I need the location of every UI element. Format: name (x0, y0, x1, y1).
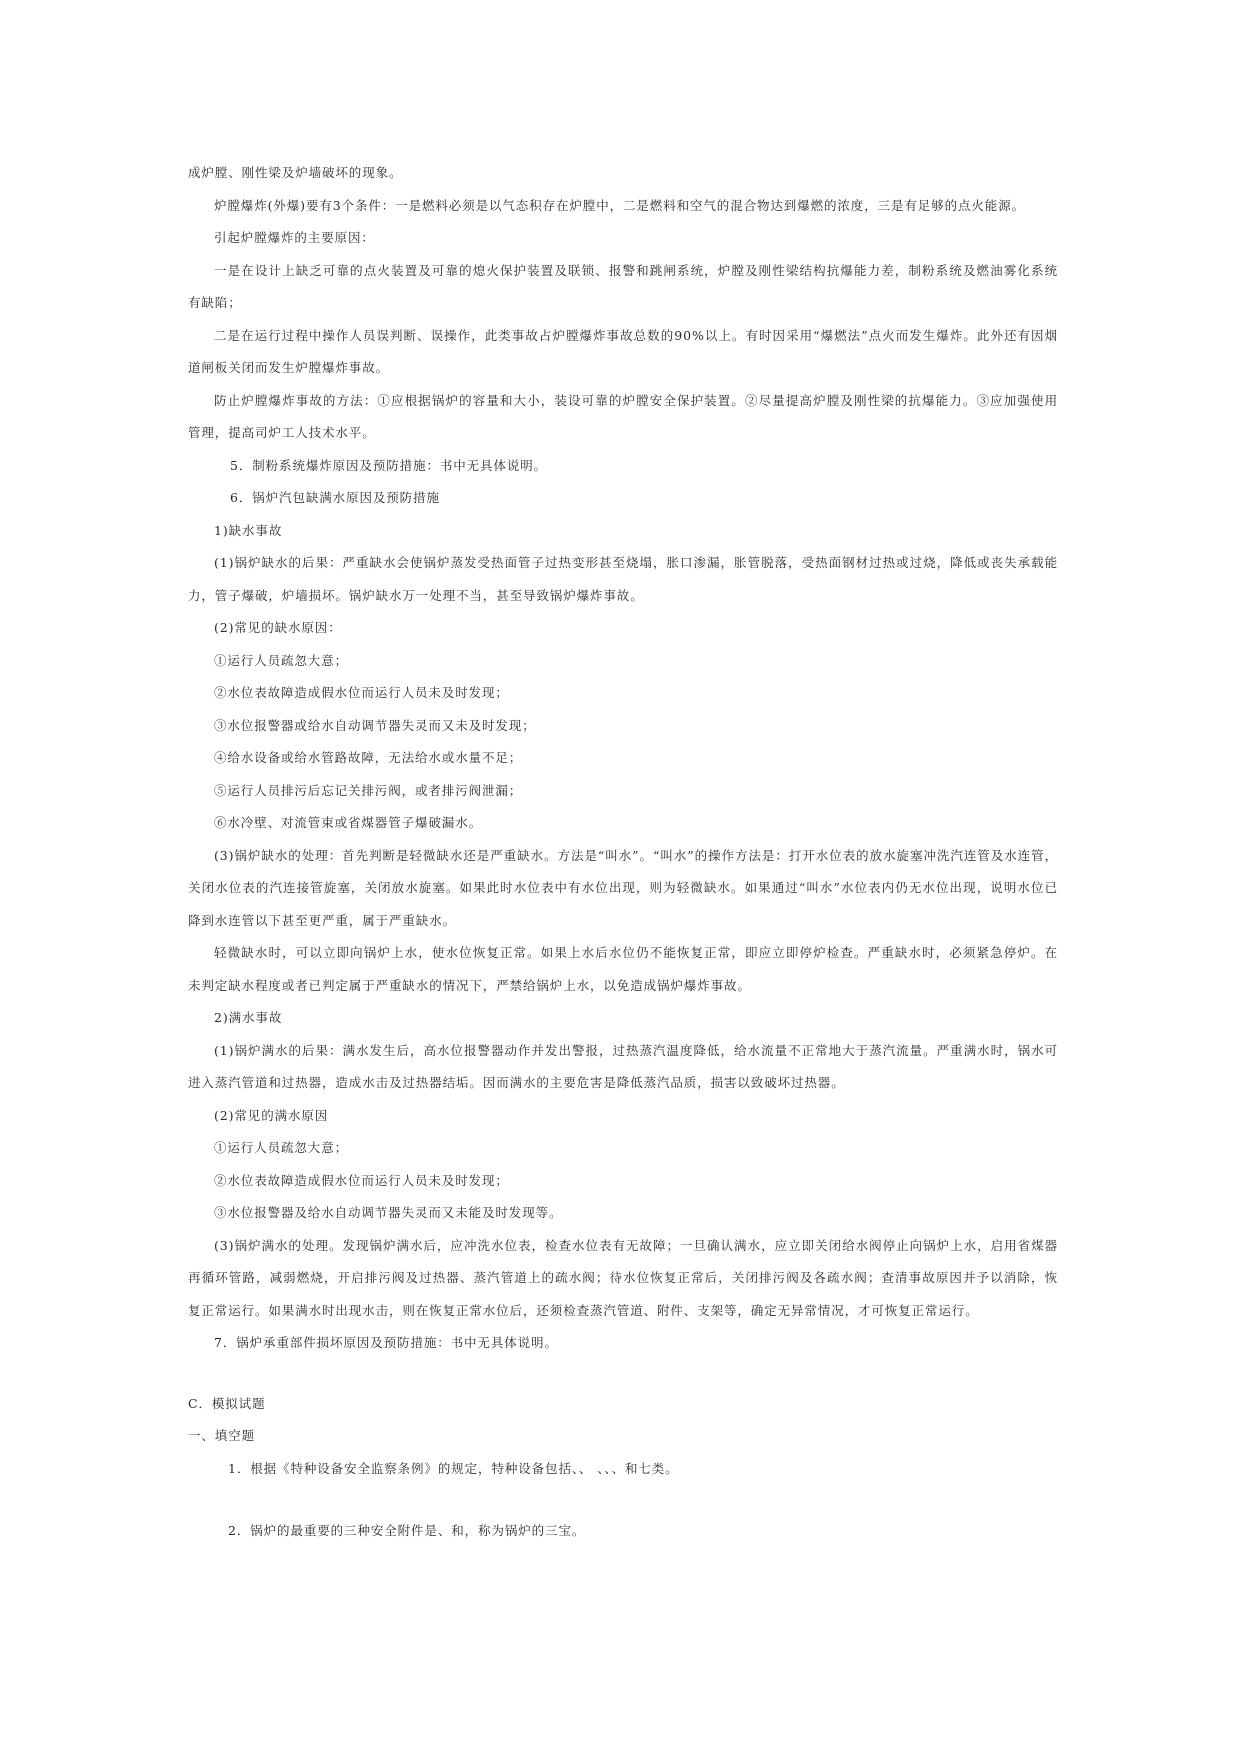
paragraph: 6．锅炉汽包缺满水原因及预防措施 (230, 490, 440, 505)
paragraph: (2)常见的缺水原因： (214, 620, 342, 635)
paragraph: 5．制粉系统爆炸原因及预防措施：书中无具体说明。 (230, 457, 548, 473)
list-item: ②水位表故障造成假水位而运行人员未及时发现； (214, 685, 509, 700)
list-item: ①运行人员疏忽大意； (214, 1140, 349, 1155)
list-item: ①运行人员疏忽大意； (214, 652, 349, 668)
section-c-subtitle: 一、填空题 (188, 1428, 256, 1443)
paragraph: 2)满水事故 (214, 1010, 283, 1025)
paragraph: 7．锅炉承重部件损坏原因及预防措施：书中无具体说明。 (214, 1335, 558, 1350)
paragraph: (2)常见的满水原因 (214, 1107, 329, 1123)
paragraph: 轻微缺水时，可以立即向锅炉上水，使水位恢复正常。如果上水后水位仍不能恢复正常，即应立即停炉检查。严重缺水时，必须紧急停炉。在未判定缺水程度或者已判定属于严重缺水的情况下，严禁给锅炉上水，以免造成锅炉爆炸事故。 (188, 945, 1058, 993)
list-item: ④给水设备或给水管路故障，无法给水或水量不足； (214, 750, 523, 765)
paragraph: (3)锅炉满水的处理。发现锅炉满水后，应冲洗水位表，检查水位表有无故障；一旦确认满水，应立即关闭给水阀停止向锅炉上水，启用省煤器再循环管路，减弱燃烧，开启排污阀及过热器、蒸汽管道上的疏水阀；待水位恢复正常后，关闭排污阀及各疏水阀；查清事故原因并予以消除，恢复正常运行。如果满水时出现水击，则在恢复正常水位后，还须检查蒸汽管道、附件、支架等，确定无异常情况，才可恢复正常运行。 (188, 1237, 1058, 1318)
list-item: ⑥水冷壁、对流管束或省煤器管子爆破漏水。 (214, 815, 483, 830)
list-item: ②水位表故障造成假水位而运行人员未及时发现； (214, 1172, 509, 1188)
section-c-title: C．模拟试题 (188, 1395, 266, 1411)
document-body (188, 157, 1058, 1548)
list-item: ③水位报警器及给水自动调节器失灵而又未能及时发现等。 (214, 1205, 563, 1220)
paragraph: 炉膛爆炸(外爆)要有3个条件：一是燃料必须是以气态积存在炉膛中，二是燃料和空气的混合物达到爆燃的浓度，三是有足够的点火能源。 (214, 197, 1026, 213)
question-1: 1．根据《特种设备安全监察条例》的规定，特种设备包括、、 、、、和七类。 (228, 1460, 679, 1476)
paragraph: 成炉膛、刚性梁及炉墙破坏的现象。 (188, 165, 403, 180)
paragraph: (3)锅炉缺水的处理：首先判断是轻微缺水还是严重缺水。方法是“叫水”。“叫水”的操作方法是：打开水位表的放水旋塞冲洗汽连管及水连管，关闭水位表的汽连接管旋塞，关闭放水旋塞。如果此时水位表中有水位出现，则为轻微缺水。如果通过“叫水”水位表内仍无水位出现，说明水位已降到水连管以下甚至更严重，属于严重缺水。 (188, 847, 1058, 928)
paragraph: 一是在设计上缺乏可靠的点火装置及可靠的熄火保护装置及联锁、报警和跳闸系统，炉膛及刚性梁结构抗爆能力差，制粉系统及燃油雾化系统有缺陷； (188, 262, 1058, 310)
question-2: 2．锅炉的最重要的三种安全附件是、和，称为锅炉的三宝。 (228, 1523, 586, 1538)
paragraph: 防止炉膛爆炸事故的方法：①应根据锅炉的容量和大小，装设可靠的炉膛安全保护装置。②尽量提高炉膛及刚性梁的抗爆能力。③应加强使用管理，提高司炉工人技术水平。 (188, 392, 1058, 440)
list-item: ③水位报警器或给水自动调节器失灵而又未及时发现； (214, 717, 536, 733)
paragraph: 1)缺水事故 (214, 522, 283, 538)
paragraph: (1)锅炉缺水的后果：严重缺水会使锅炉蒸发受热面管子过热变形甚至烧塌，胀口渗漏，胀管脱落，受热面钢材过热或过烧，降低或丧失承载能力，管子爆破，炉墙损坏。锅炉缺水万一处理不当，甚至导致锅炉爆炸事故。 (188, 555, 1058, 603)
list-item: ⑤运行人员排污后忘记关排污阀，或者排污阀泄漏； (214, 782, 523, 798)
paragraph: 引起炉膛爆炸的主要原因： (214, 230, 375, 245)
paragraph: 二是在运行过程中操作人员误判断、误操作，此类事故占炉膛爆炸事故总数的90%以上。有时因采用“爆燃法”点火而发生爆炸。此外还有因烟道闸板关闭而发生炉膛爆炸事故。 (188, 327, 1058, 375)
paragraph: (1)锅炉满水的后果：满水发生后，高水位报警器动作并发出警报，过热蒸汽温度降低，给水流量不正常地大于蒸汽流量。严重满水时，锅水可进入蒸汽管道和过热器，造成水击及过热器结垢。因而满水的主要危害是降低蒸汽品质，损害以致破坏过热器。 (188, 1042, 1058, 1090)
